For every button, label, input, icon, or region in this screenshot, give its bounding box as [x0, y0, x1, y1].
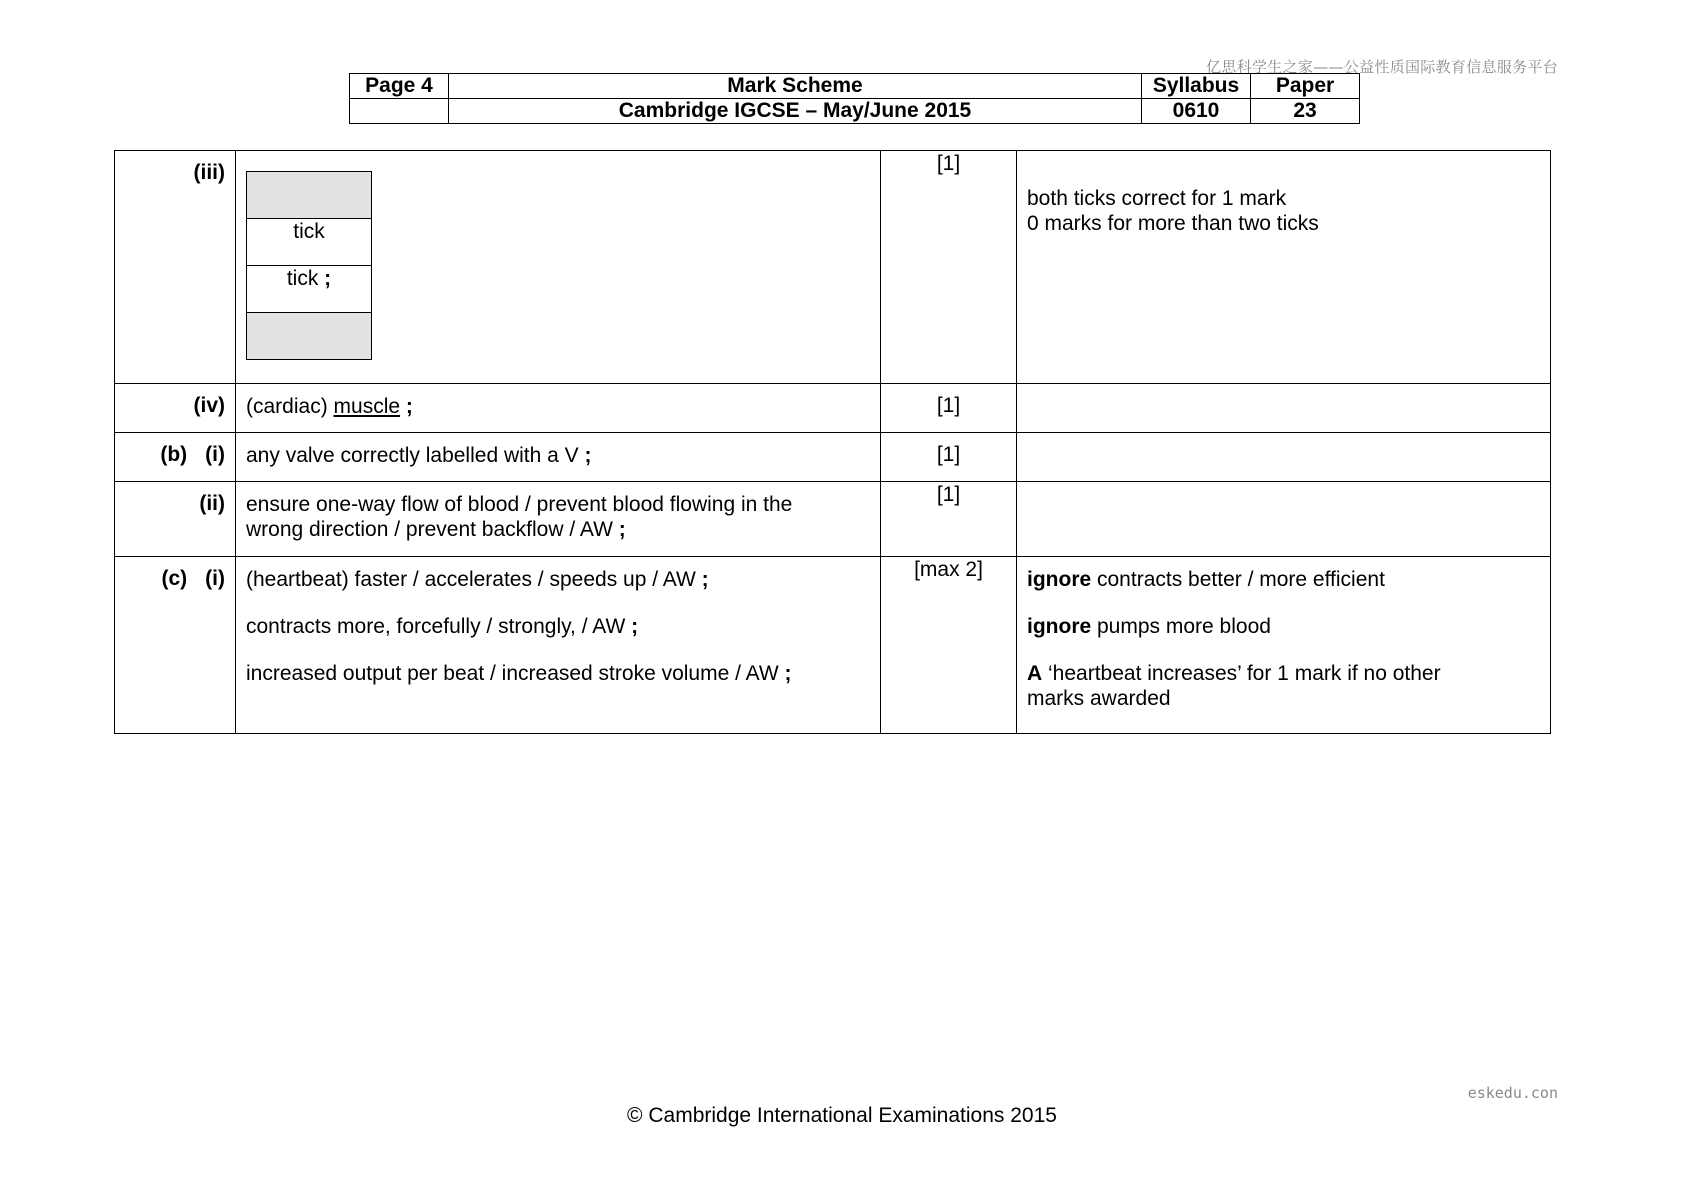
tick-box-cell: tick ;	[247, 266, 372, 313]
answer-cell	[236, 482, 881, 557]
tick-box-cell	[247, 172, 372, 219]
paper-label: Paper	[1251, 74, 1360, 99]
guidance-cell	[1017, 151, 1551, 384]
guidance-cell	[1017, 557, 1551, 734]
question-ref: (ii)	[115, 482, 236, 557]
answer-cell: (cardiac) muscle ;	[236, 384, 881, 433]
answer-line: (heartbeat) faster / accelerates / speeds up / AW ;	[246, 568, 709, 591]
syllabus-label: Syllabus	[1142, 74, 1251, 99]
table-row	[115, 384, 1551, 433]
question-ref: (b) (i)	[115, 433, 236, 482]
header-empty-cell	[350, 99, 449, 124]
answer-line: wrong direction / prevent backflow / AW ;	[246, 518, 626, 541]
question-ref: (iv)	[115, 384, 236, 433]
question-ref: (iii)	[115, 151, 236, 384]
table-row	[115, 557, 1551, 734]
guidance-text: 0 marks for more than two ticks	[1027, 212, 1319, 235]
answer-cell	[236, 151, 881, 384]
mark-cell: [1]	[881, 151, 1017, 384]
guidance-text: A ‘heartbeat increases’ for 1 mark if no other marks awarded	[1027, 662, 1441, 710]
table-row	[115, 482, 1551, 557]
guidance-cell	[1017, 384, 1551, 433]
footer-copyright: © Cambridge International Examinations 2015	[627, 1104, 1057, 1127]
tick-box-table	[246, 171, 372, 360]
answer-cell: any valve correctly labelled with a V ;	[236, 433, 881, 482]
answer-line: ensure one-way flow of blood / prevent blood flowing in the	[246, 493, 793, 516]
guidance-cell	[1017, 433, 1551, 482]
syllabus-code: 0610	[1142, 99, 1251, 124]
mark-cell: [1]	[881, 433, 1017, 482]
page-number: Page 4	[350, 74, 449, 99]
table-row	[115, 433, 1551, 482]
guidance-cell	[1017, 482, 1551, 557]
document-title: Mark Scheme	[449, 74, 1142, 99]
watermark-top: 亿思科学生之家——公益性质国际教育信息服务平台	[1206, 58, 1558, 76]
answer-line: increased output per beat / increased stroke volume / AW ;	[246, 662, 792, 685]
guidance-text: ignore pumps more blood	[1027, 615, 1271, 638]
mark-scheme-table	[114, 150, 1551, 734]
mark-cell: [max 2]	[881, 557, 1017, 734]
header-table	[349, 73, 1360, 124]
watermark-bottom: eskedu.con	[1467, 1084, 1558, 1102]
tick-box-cell: tick	[247, 219, 372, 266]
answer-cell	[236, 557, 881, 734]
mark-cell: [1]	[881, 482, 1017, 557]
guidance-text: both ticks correct for 1 mark	[1027, 187, 1287, 210]
document-subtitle: Cambridge IGCSE – May/June 2015	[449, 99, 1142, 124]
mark-cell: [1]	[881, 384, 1017, 433]
paper-number: 23	[1251, 99, 1360, 124]
tick-box-cell	[247, 313, 372, 360]
table-row	[115, 151, 1551, 384]
question-ref: (c) (i)	[115, 557, 236, 734]
guidance-text: ignore contracts better / more efficient	[1027, 568, 1385, 591]
answer-line: contracts more, forcefully / strongly, / AW ;	[246, 615, 639, 638]
